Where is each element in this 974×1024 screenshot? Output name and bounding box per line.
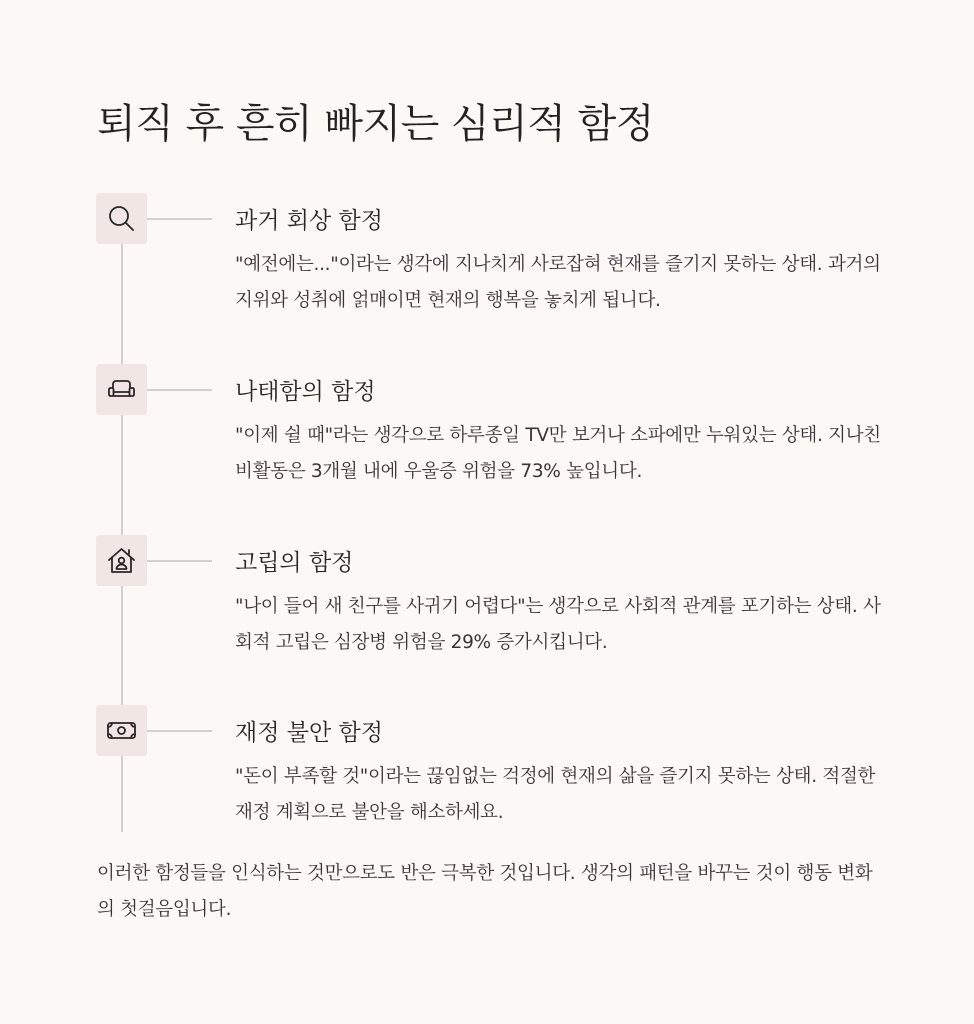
trap-title: 나태함의 함정 [235, 379, 376, 405]
search-icon [105, 202, 138, 235]
icon-box [96, 535, 147, 586]
summary-text: 이러한 함정들을 인식하는 것만으로도 반은 극복한 것입니다. 생각의 패턴을 바꾸는 것이 행동 변화의 첫걸음입니다. [97, 863, 873, 920]
trap-title: 고립의 함정 [235, 550, 354, 576]
icon-box [96, 364, 147, 415]
trap-item-finance [0, 705, 974, 845]
trap-item-isolation [0, 535, 974, 675]
page-title: 퇴직 후 흔히 빠지는 심리적 함정 [97, 101, 654, 147]
connector-line [147, 389, 212, 391]
connector-line [147, 730, 212, 732]
trap-title: 재정 불안 함정 [235, 720, 383, 746]
connector-line [147, 218, 212, 220]
money-icon [105, 714, 138, 747]
trap-description: "나이 들어 새 친구를 사귀기 어렵다"는 생각으로 사회적 관계를 포기하는 상태. 사회적 고립은 심장병 위험을 29% 증가시킵니다. [235, 596, 881, 653]
trap-item-laziness [0, 364, 974, 504]
trap-description: "예전에는..."이라는 생각에 지나치게 사로잡혀 현재를 즐기지 못하는 상태. 과거의 지위와 성취에 얽매이면 현재의 행복을 놓치게 됩니다. [235, 254, 881, 311]
home-person-icon [105, 544, 138, 577]
trap-item-past [0, 193, 974, 333]
icon-box [96, 193, 147, 244]
trap-description: "돈이 부족할 것"이라는 끊임없는 걱정에 현재의 삶을 즐기지 못하는 상태. 적절한 재정 계획으로 불안을 해소하세요. [235, 766, 876, 823]
trap-description: "이제 쉴 때"라는 생각으로 하루종일 TV만 보거나 소파에만 누워있는 상태. 지나친 비활동은 3개월 내에 우울증 위험을 73% 높입니다. [235, 425, 881, 482]
sofa-icon [105, 373, 138, 406]
trap-title: 과거 회상 함정 [235, 208, 383, 234]
connector-line [147, 560, 212, 562]
icon-box [96, 705, 147, 756]
